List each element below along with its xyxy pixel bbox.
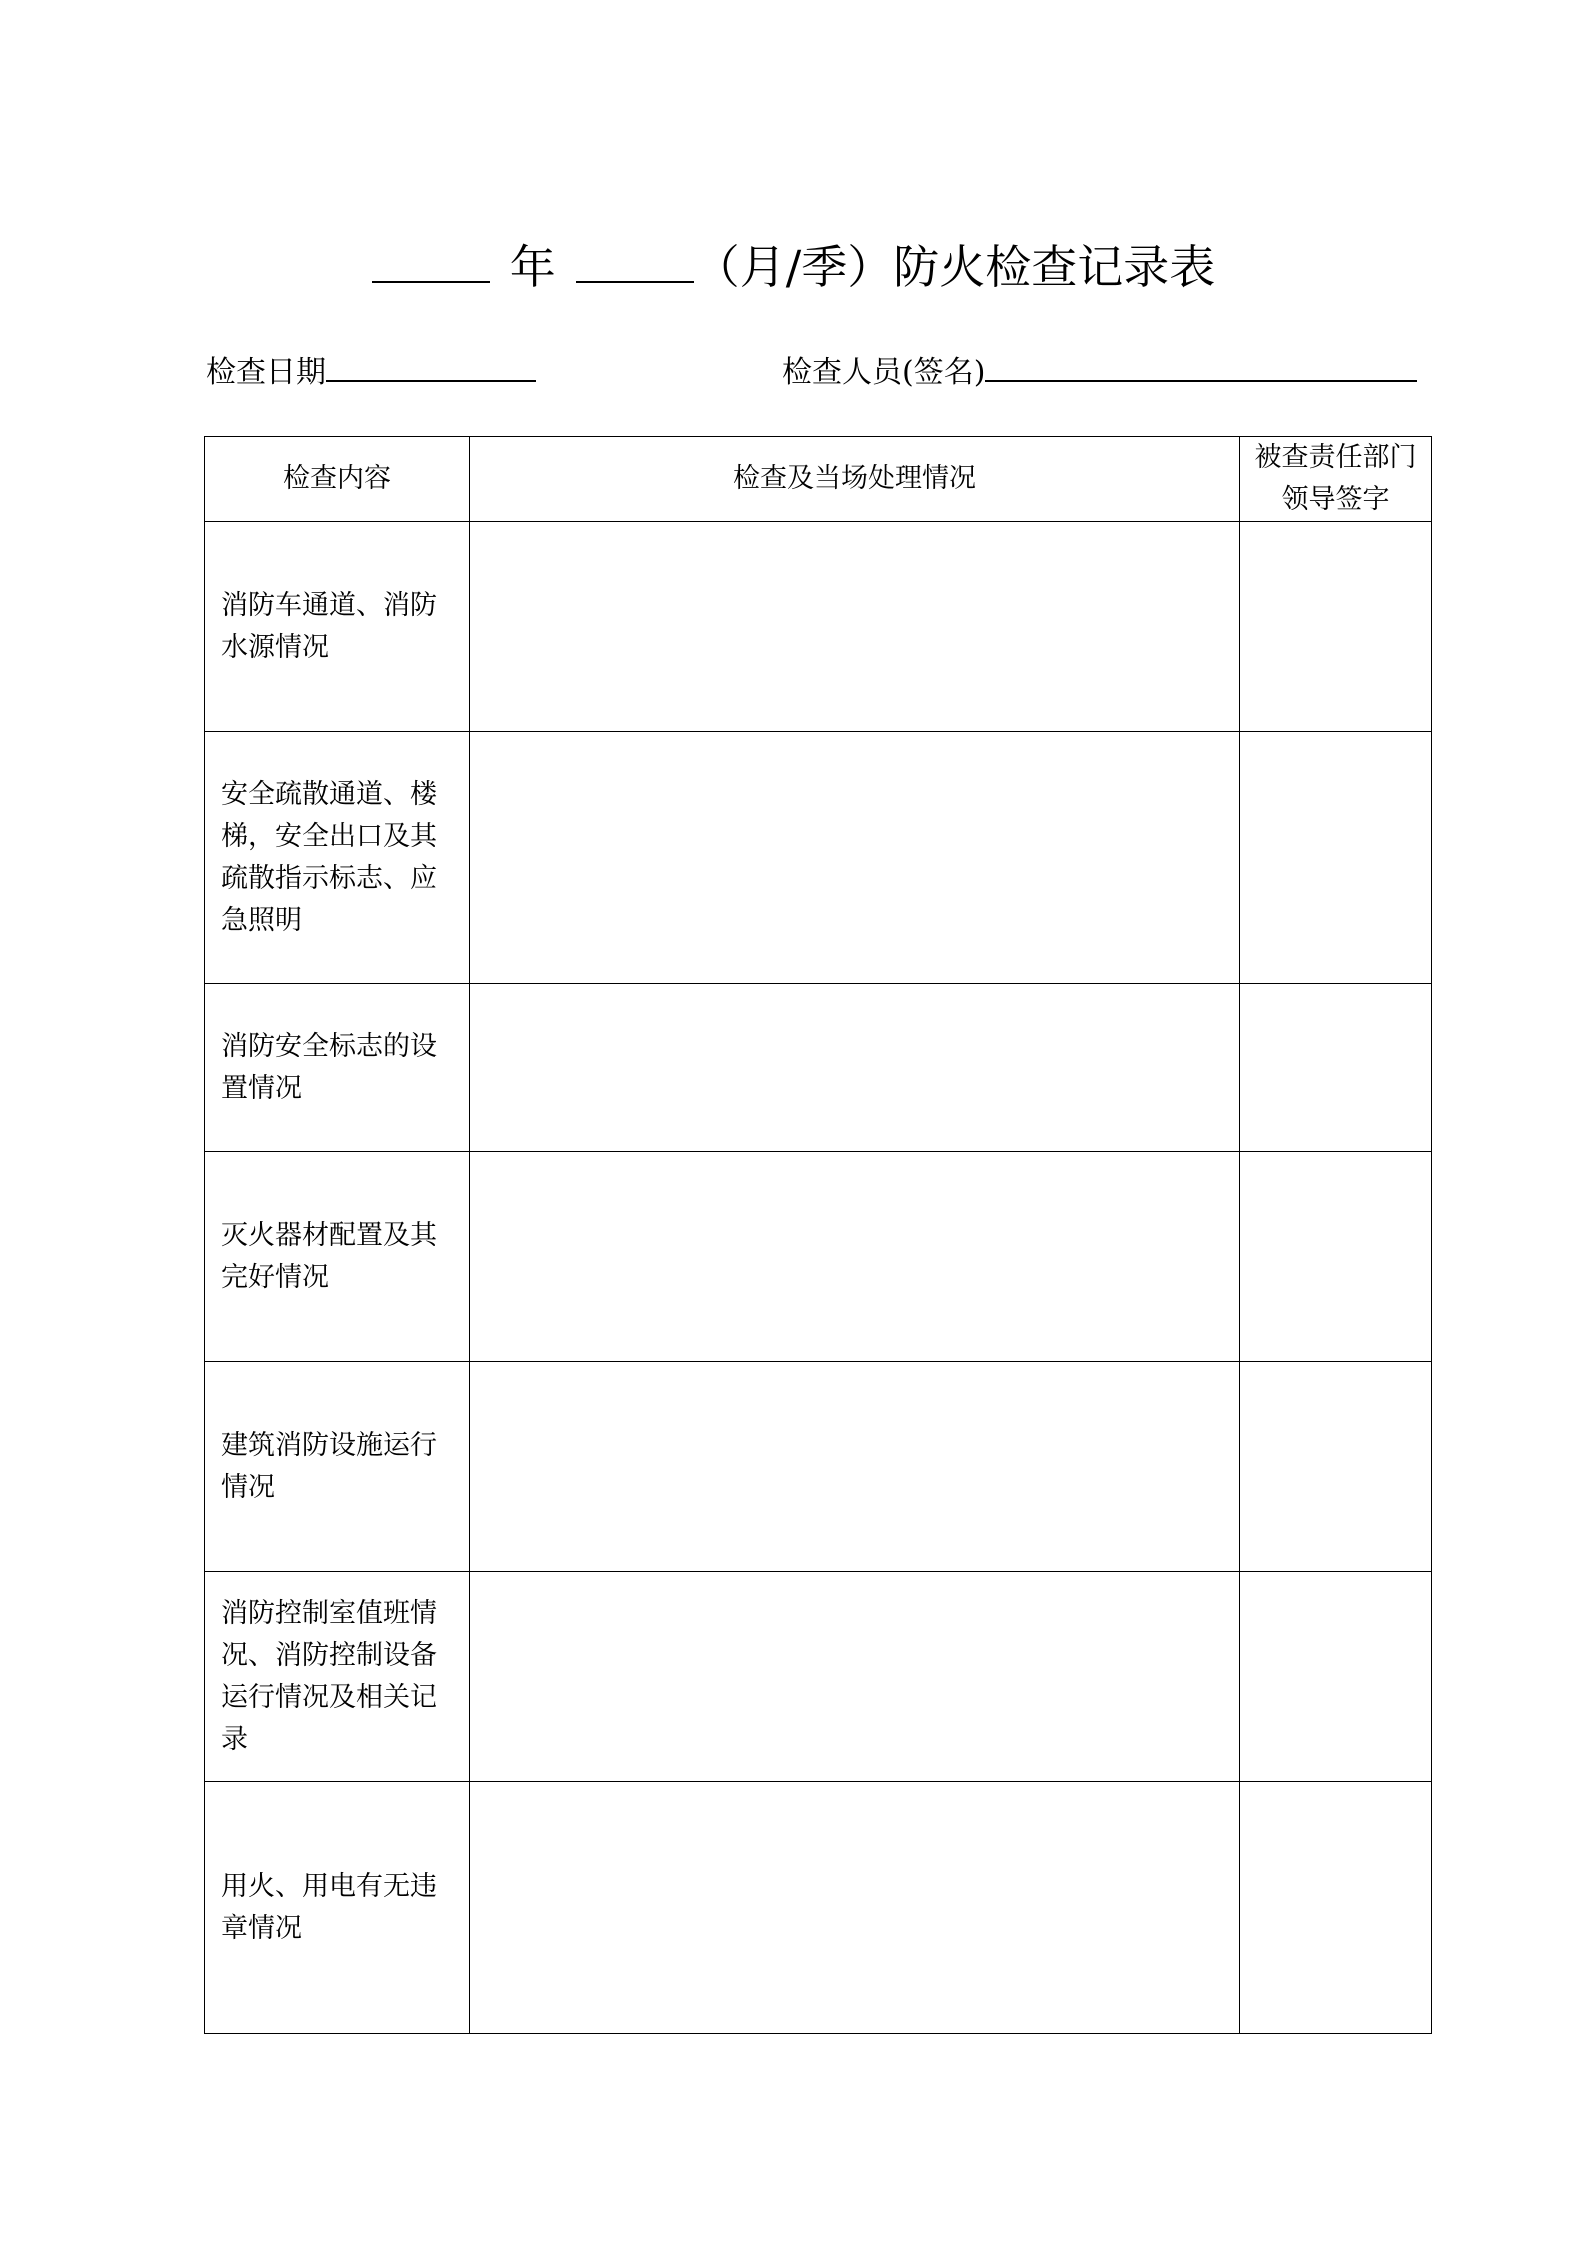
table-row	[205, 984, 1432, 1152]
signature-cell[interactable]	[1240, 522, 1432, 732]
signature-cell[interactable]	[1240, 1572, 1432, 1782]
check-item: 消防车通道、消防水源情况	[205, 522, 470, 732]
header-leader-signature: 被查责任部门领导签字	[1240, 437, 1432, 522]
table-row	[205, 732, 1432, 984]
header-check-result: 检查及当场处理情况	[470, 437, 1240, 522]
check-item: 用火、用电有无违章情况	[205, 1782, 470, 2034]
table-row	[205, 1572, 1432, 1782]
page-title	[0, 232, 1587, 302]
result-cell[interactable]	[470, 1362, 1240, 1572]
inspection-date	[206, 346, 536, 393]
inspection-record-table	[204, 436, 1432, 2034]
date-label: 检查日期	[206, 355, 326, 390]
check-item: 安全疏散通道、楼梯，安全出口及其疏散指示标志、应急照明	[205, 732, 470, 984]
signature-cell[interactable]	[1240, 1362, 1432, 1572]
check-item: 消防控制室值班情况、消防控制设备运行情况及相关记录	[205, 1572, 470, 1782]
result-cell[interactable]	[470, 1152, 1240, 1362]
date-field[interactable]	[326, 346, 536, 382]
title-text: （月/季）防火检查记录表	[693, 240, 1216, 294]
inspector-signature	[782, 346, 1417, 393]
signature-cell[interactable]	[1240, 732, 1432, 984]
result-cell[interactable]	[470, 1572, 1240, 1782]
signature-cell[interactable]	[1240, 984, 1432, 1152]
table-row	[205, 1152, 1432, 1362]
result-cell[interactable]	[470, 732, 1240, 984]
table-row	[205, 1362, 1432, 1572]
inspector-signature-field[interactable]	[985, 346, 1417, 382]
result-cell[interactable]	[470, 1782, 1240, 2034]
header-row	[205, 437, 1432, 522]
year-blank[interactable]	[372, 237, 490, 283]
signature-cell[interactable]	[1240, 1152, 1432, 1362]
check-item: 消防安全标志的设置情况	[205, 984, 470, 1152]
header-check-content: 检查内容	[205, 437, 470, 522]
year-label: 年	[509, 240, 556, 294]
table-row	[205, 522, 1432, 732]
result-cell[interactable]	[470, 522, 1240, 732]
period-blank[interactable]	[576, 237, 694, 283]
check-item: 灭火器材配置及其完好情况	[205, 1152, 470, 1362]
result-cell[interactable]	[470, 984, 1240, 1152]
check-item: 建筑消防设施运行情况	[205, 1362, 470, 1572]
inspector-label: 检查人员(签名)	[782, 355, 986, 390]
table-row	[205, 1782, 1432, 2034]
signature-cell[interactable]	[1240, 1782, 1432, 2034]
